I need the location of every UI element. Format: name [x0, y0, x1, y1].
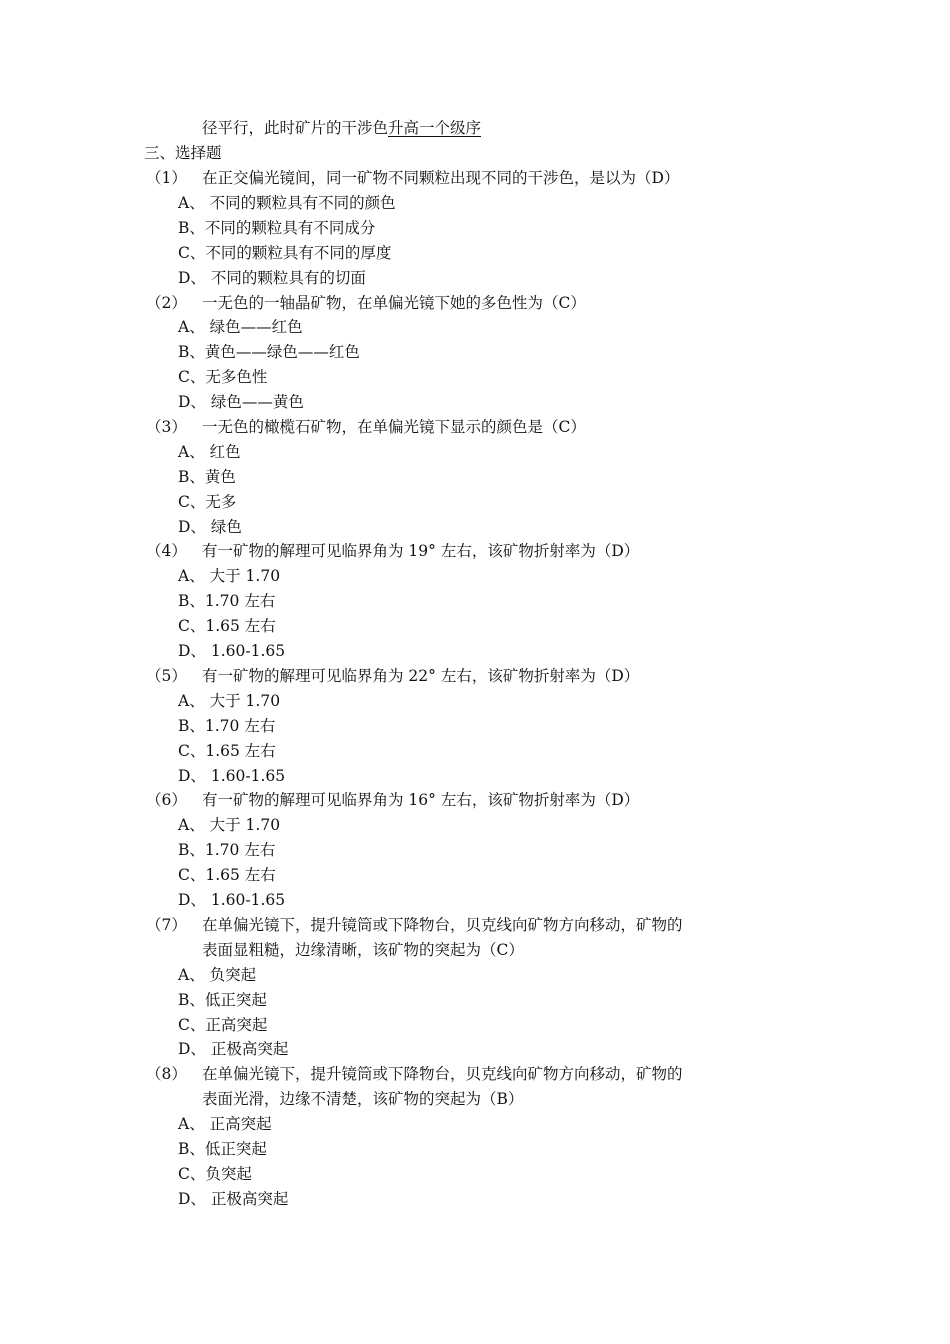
question-text: 在正交偏光镜间，同一矿物不同颗粒出现不同的干涉色，是以为（D） [202, 169, 680, 187]
answer-option: B、低正突起 [178, 991, 267, 1009]
question-text: 有一矿物的解理可见临界角为 16° 左右，该矿物折射率为（D） [202, 791, 640, 809]
answer-option: B、不同的颗粒具有不同成分 [178, 219, 376, 237]
answer-option: B、低正突起 [178, 1140, 267, 1158]
answer-option: B、1.70 左右 [178, 841, 276, 859]
question-text: 一无色的橄榄石矿物，在单偏光镜下显示的颜色是（C） [202, 418, 586, 436]
question-number: （8） [146, 1065, 187, 1083]
question-number: （1） [146, 169, 187, 187]
answer-option: B、黄色 [178, 468, 236, 486]
question-text: 一无色的一轴晶矿物，在单偏光镜下她的多色性为（C） [202, 294, 586, 312]
answer-option: C、无多色性 [178, 368, 268, 386]
answer-option: C、无多 [178, 493, 237, 511]
answer-option: A、 大于 1.70 [178, 567, 281, 585]
answer-option: A、 正高突起 [178, 1115, 272, 1133]
question-text: 表面显粗糙，边缘清晰，该矿物的突起为（C） [202, 941, 524, 959]
question-number: （2） [146, 294, 187, 312]
answer-option: C、负突起 [178, 1165, 252, 1183]
answer-option: B、1.70 左右 [178, 592, 276, 610]
intro-underlined-text: 升高一个级序 [388, 119, 482, 137]
question-number: （5） [146, 667, 187, 685]
answer-option: A、 大于 1.70 [178, 816, 281, 834]
answer-option: D、 正极高突起 [178, 1040, 289, 1058]
answer-option: A、 红色 [178, 443, 241, 461]
answer-option: A、 绿色——红色 [178, 318, 303, 336]
question-text: 有一矿物的解理可见临界角为 19° 左右，该矿物折射率为（D） [202, 542, 640, 560]
answer-option: D、 不同的颗粒具有的切面 [178, 269, 366, 287]
answer-option: A、 负突起 [178, 966, 257, 984]
question-text: 表面光滑，边缘不清楚，该矿物的突起为（B） [202, 1090, 524, 1108]
answer-option: C、1.65 左右 [178, 866, 276, 884]
answer-option: D、 绿色——黄色 [178, 393, 304, 411]
answer-option: A、 大于 1.70 [178, 692, 281, 710]
answer-option: D、 绿色 [178, 518, 242, 536]
answer-option: C、1.65 左右 [178, 617, 276, 635]
answer-option: D、 1.60-1.65 [178, 642, 286, 660]
answer-option: C、正高突起 [178, 1016, 268, 1034]
question-number: （7） [146, 916, 187, 934]
question-number: （4） [146, 542, 187, 560]
question-text: 在单偏光镜下，提升镜筒或下降物台，贝克线向矿物方向移动，矿物的 [202, 916, 683, 934]
answer-option: B、1.70 左右 [178, 717, 276, 735]
question-text: 在单偏光镜下，提升镜筒或下降物台，贝克线向矿物方向移动，矿物的 [202, 1065, 683, 1083]
intro-text: 径平行，此时矿片的干涉色 [202, 119, 389, 137]
intro-line [202, 118, 481, 138]
answer-option: D、 1.60-1.65 [178, 767, 286, 785]
answer-option: C、1.65 左右 [178, 742, 276, 760]
answer-option: A、 不同的颗粒具有不同的颜色 [178, 194, 396, 212]
answer-option: D、 正极高突起 [178, 1190, 289, 1208]
question-number: （6） [146, 791, 187, 809]
answer-option: D、 1.60-1.65 [178, 891, 286, 909]
section-title: 三、选择题 [144, 144, 222, 162]
answer-option: C、不同的颗粒具有不同的厚度 [178, 244, 392, 262]
question-number: （3） [146, 418, 187, 436]
answer-option: B、黄色——绿色——红色 [178, 343, 360, 361]
question-text: 有一矿物的解理可见临界角为 22° 左右，该矿物折射率为（D） [202, 667, 640, 685]
